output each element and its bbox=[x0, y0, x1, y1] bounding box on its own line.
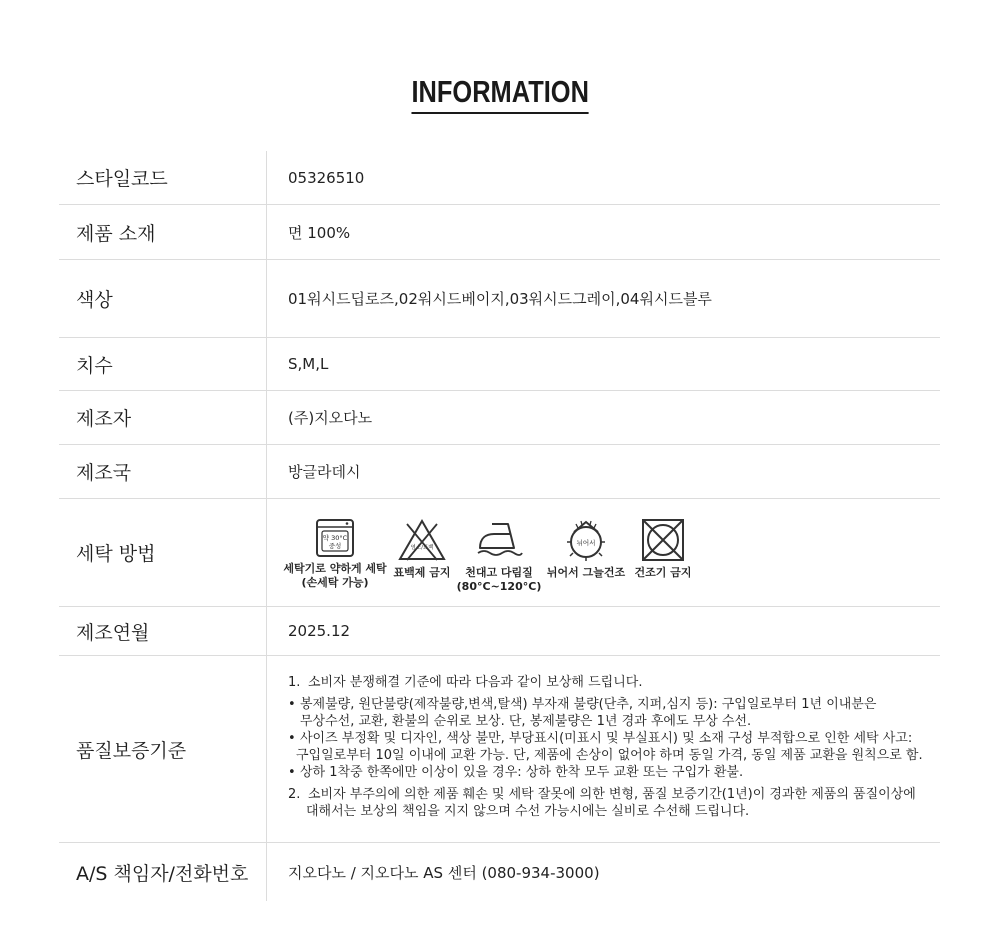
caption-line: 천대고 다림질 bbox=[465, 565, 533, 579]
dry-shade-inner-text: 뉘어서 bbox=[576, 538, 596, 547]
row-label: A/S 책임자/전화번호 bbox=[59, 843, 267, 901]
row-washing bbox=[59, 499, 940, 607]
row-label: 제품 소재 bbox=[59, 205, 267, 259]
item-number: 1. bbox=[288, 675, 301, 690]
item-text: 대해서는 보상의 책임을 지지 않으며 수선 가능시에는 실비로 수선해 드립니다. bbox=[306, 804, 750, 819]
hand-wash-30c-icon bbox=[315, 518, 355, 558]
wash-item-iron bbox=[458, 518, 540, 594]
page-title: INFORMATION bbox=[411, 73, 588, 114]
no-bleach-inner-text: 염소/표백 bbox=[410, 544, 434, 551]
row-after-service bbox=[59, 843, 940, 901]
item-number: 2. bbox=[288, 787, 301, 802]
row-label: 스타일코드 bbox=[59, 151, 267, 204]
caption-line: (손세탁 가능) bbox=[301, 575, 369, 589]
bullet: • bbox=[288, 731, 296, 746]
hand-wash-detergent: 중성 bbox=[328, 541, 342, 550]
bullet-text: 사이즈 부정확 및 디자인, 색상 불만, 부당표시(미표시 및 부실표시) 및 소재 구성 부적합으로 인한 세탁 사고: bbox=[300, 731, 913, 746]
wring-dry-shade-icon bbox=[562, 518, 610, 562]
item-text: 소비자 부주의에 의한 제품 훼손 및 세탁 잘못에 의한 변형, 품질 보증기간(1년)이 경과한 제품의 품질이상에 bbox=[308, 787, 916, 802]
quality-text bbox=[267, 656, 940, 842]
bullet-text: 상하 1착중 한쪽에만 이상이 있을 경우: 상하 한착 모두 교환 또는 구입가 환불. bbox=[300, 765, 744, 780]
page-title-wrap bbox=[0, 73, 1000, 114]
row-label: 제조연월 bbox=[59, 607, 267, 655]
bullet-text: 무상수선, 교환, 환불의 순위로 보상. 단, 봉제불량은 1년 경과 후에도 무상 수선. bbox=[300, 714, 752, 729]
row-size bbox=[59, 338, 940, 391]
quality-bullet-1 bbox=[288, 696, 940, 730]
row-label: 제조국 bbox=[59, 445, 267, 498]
wash-item-hand-wash bbox=[284, 518, 386, 590]
wash-item-no-dryer bbox=[632, 518, 694, 580]
quality-bullet-3 bbox=[288, 764, 940, 781]
bullet-text: 구입일로부터 10일 이내에 교환 가능. 단, 제품에 손상이 없어야 하며 동일 가격, 동일 제품 교환을 원칙으로 함. bbox=[296, 748, 923, 763]
row-value: (주)지오다노 bbox=[288, 409, 373, 427]
row-maker bbox=[59, 391, 940, 445]
quality-bullet-2 bbox=[288, 730, 940, 764]
wash-caption bbox=[457, 566, 542, 594]
row-value: S,M,L bbox=[288, 355, 329, 373]
no-bleach-icon bbox=[397, 518, 447, 562]
item-text: 소비자 분쟁해결 기준에 따라 다음과 같이 보상해 드립니다. bbox=[308, 675, 643, 690]
row-value: 방글라데시 bbox=[288, 463, 361, 481]
hand-wash-temp: 약 30°C bbox=[322, 533, 348, 542]
quality-item-1 bbox=[288, 674, 940, 691]
wash-caption bbox=[547, 566, 625, 580]
info-table bbox=[59, 151, 940, 901]
row-manufacture-date bbox=[59, 607, 940, 656]
wash-item-no-bleach bbox=[386, 518, 458, 580]
row-quality-guarantee bbox=[59, 656, 940, 843]
caption-line: 뉘어서 그늘건조 bbox=[546, 565, 626, 579]
bullet: • bbox=[288, 765, 296, 780]
iron-with-cloth-icon bbox=[474, 518, 524, 562]
bullet-text: 봉제불량, 원단불량(제작불량,변색,탈색) 부자재 불량(단추, 지퍼,심지 등): 구입일로부터 1년 이내분은 bbox=[300, 697, 877, 712]
row-value: 01워시드딥로즈,02워시드베이지,03워시드그레이,04워시드블루 bbox=[288, 290, 712, 308]
row-value: 05326510 bbox=[288, 168, 365, 187]
row-value bbox=[267, 499, 940, 606]
row-label: 색상 bbox=[59, 260, 267, 337]
row-color bbox=[59, 260, 940, 338]
row-value: 지오다노 / 지오다노 AS 센터 (080-934-3000) bbox=[288, 863, 600, 882]
bullet: • bbox=[288, 697, 296, 712]
row-label: 치수 bbox=[59, 338, 267, 390]
wash-caption bbox=[283, 562, 386, 590]
row-label: 세탁 방법 bbox=[59, 499, 267, 606]
row-label: 품질보증기준 bbox=[59, 656, 267, 842]
row-style-code bbox=[59, 151, 940, 205]
row-value: 면 100% bbox=[288, 223, 351, 242]
row-label: 제조자 bbox=[59, 391, 267, 444]
row-country bbox=[59, 445, 940, 499]
row-value: 2025.12 bbox=[288, 622, 351, 640]
row-material bbox=[59, 205, 940, 260]
quality-item-2 bbox=[288, 786, 940, 820]
caption-line: (80°C~120°C) bbox=[456, 579, 542, 593]
caption-line: 표백제 금지 bbox=[393, 565, 451, 579]
wash-caption bbox=[394, 566, 451, 580]
caption-line: 세탁기로 약하게 세탁 bbox=[283, 561, 387, 575]
no-tumble-dry-icon bbox=[641, 518, 685, 562]
wash-caption bbox=[635, 566, 692, 580]
caption-line: 건조기 금지 bbox=[634, 565, 692, 579]
washing-icons bbox=[284, 512, 694, 594]
wash-item-dry-shade bbox=[540, 518, 632, 580]
